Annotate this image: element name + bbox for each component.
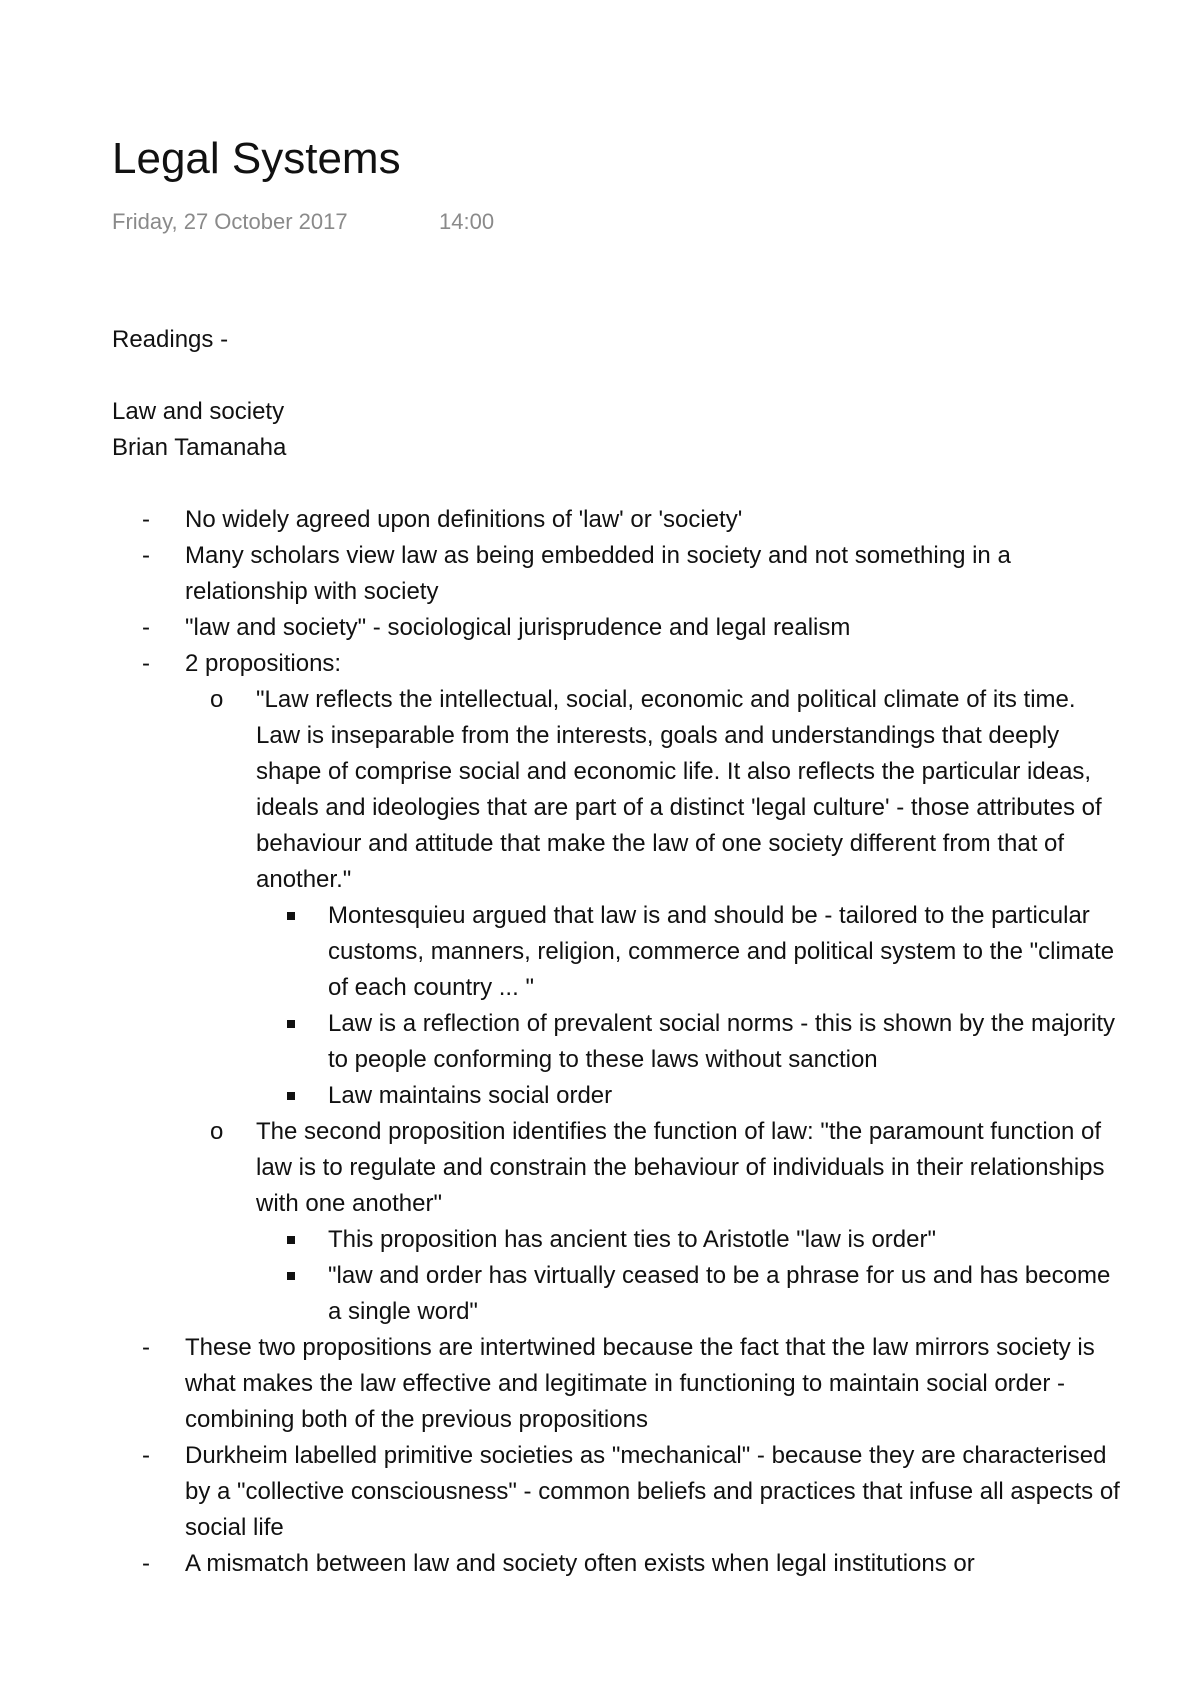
dash-marker: - (142, 506, 150, 533)
sub-sub-list-item-text: This proposition has ancient ties to Aristotle "law is order" (328, 1226, 936, 1253)
list-item (112, 502, 1122, 538)
sub-list-item (184, 1114, 1122, 1330)
page-title: Legal Systems (112, 134, 401, 183)
square-bullet-icon (287, 1236, 295, 1244)
list-item-text: A mismatch between law and society often exists when legal institutions or (185, 1550, 975, 1577)
sub-list-item-text: "Law reflects the intellectual, social, economic and political climate of its time. Law is inseparable from the interests, goals and understandings that deeply shape of comprise social and economic life. It also reflects the particular ideas, ideals and ideologies that are part of a distinct 'legal culture' - those attributes of behaviour and attitude that make the law of one society different from that of another." (256, 686, 1102, 893)
readings-heading: Readings - (112, 326, 229, 353)
list-item (112, 1546, 1122, 1582)
dash-marker: - (142, 614, 150, 641)
square-bullet-icon (287, 912, 295, 920)
list-item (112, 646, 1122, 1330)
sub-sub-list-item (256, 1078, 1122, 1114)
dash-marker: - (142, 650, 150, 677)
sub-list-item-text: The second proposition identifies the function of law: "the paramount function of law is to regulate and constrain the behaviour of individuals in their relationships with one another" (256, 1118, 1105, 1217)
list-item-text: Durkheim labelled primitive societies as "mechanical" - because they are characterised by a "collective consciousness" - common beliefs and practices that infuse all aspects of social life (185, 1442, 1120, 1541)
circle-marker: o (210, 686, 224, 713)
sub-sub-list-item (256, 1222, 1122, 1258)
sub-sub-list-item-text: Law is a reflection of prevalent social norms - this is shown by the majority to people conforming to these laws without sanction (328, 1010, 1115, 1073)
source-title: Law and society (112, 398, 285, 425)
list-item (112, 1438, 1122, 1546)
sub-sub-list-item-text: Montesquieu argued that law is and should be - tailored to the particular customs, manners, religion, commerce and political system to the "climate of each country ... " (328, 902, 1115, 1001)
note-time: 14:00 (439, 209, 495, 234)
dash-marker: - (142, 1442, 150, 1469)
sub-sub-list (256, 1222, 1122, 1330)
dash-marker: - (142, 542, 150, 569)
sub-sub-list (256, 898, 1122, 1114)
list-item (112, 1330, 1122, 1438)
sub-list-item (184, 682, 1122, 1114)
sub-sub-list-item (256, 898, 1122, 1006)
author-name: Brian Tamanaha (112, 434, 287, 461)
dash-marker: - (142, 1550, 150, 1577)
list-item-text: "law and society" - sociological jurisprudence and legal realism (185, 614, 851, 641)
sub-list (184, 682, 1122, 1330)
list-item (112, 610, 1122, 646)
note-date: Friday, 27 October 2017 (112, 209, 348, 234)
square-bullet-icon (287, 1020, 295, 1028)
square-bullet-icon (287, 1272, 295, 1280)
list-item (112, 538, 1122, 610)
note-timestamp (112, 209, 495, 235)
square-bullet-icon (287, 1092, 295, 1100)
sub-sub-list-item-text: Law maintains social order (328, 1082, 613, 1109)
list-item-text: These two propositions are intertwined because the fact that the law mirrors society is what makes the law effective and legitimate in functioning to maintain social order - combining both of the previous propositions (185, 1334, 1095, 1433)
sub-sub-list-item (256, 1006, 1122, 1078)
dash-marker: - (142, 1334, 150, 1361)
circle-marker: o (210, 1118, 224, 1145)
sub-sub-list-item (256, 1258, 1122, 1330)
note-body (112, 322, 1122, 1582)
list-item-text: Many scholars view law as being embedded in society and not something in a relationship with society (185, 542, 1011, 605)
sub-sub-list-item-text: "law and order has virtually ceased to be a phrase for us and has become a single word" (328, 1262, 1111, 1325)
list-item-text: No widely agreed upon definitions of 'law' or 'society' (185, 506, 743, 533)
bullet-list (112, 502, 1122, 1582)
list-item-text: 2 propositions: (185, 650, 342, 677)
